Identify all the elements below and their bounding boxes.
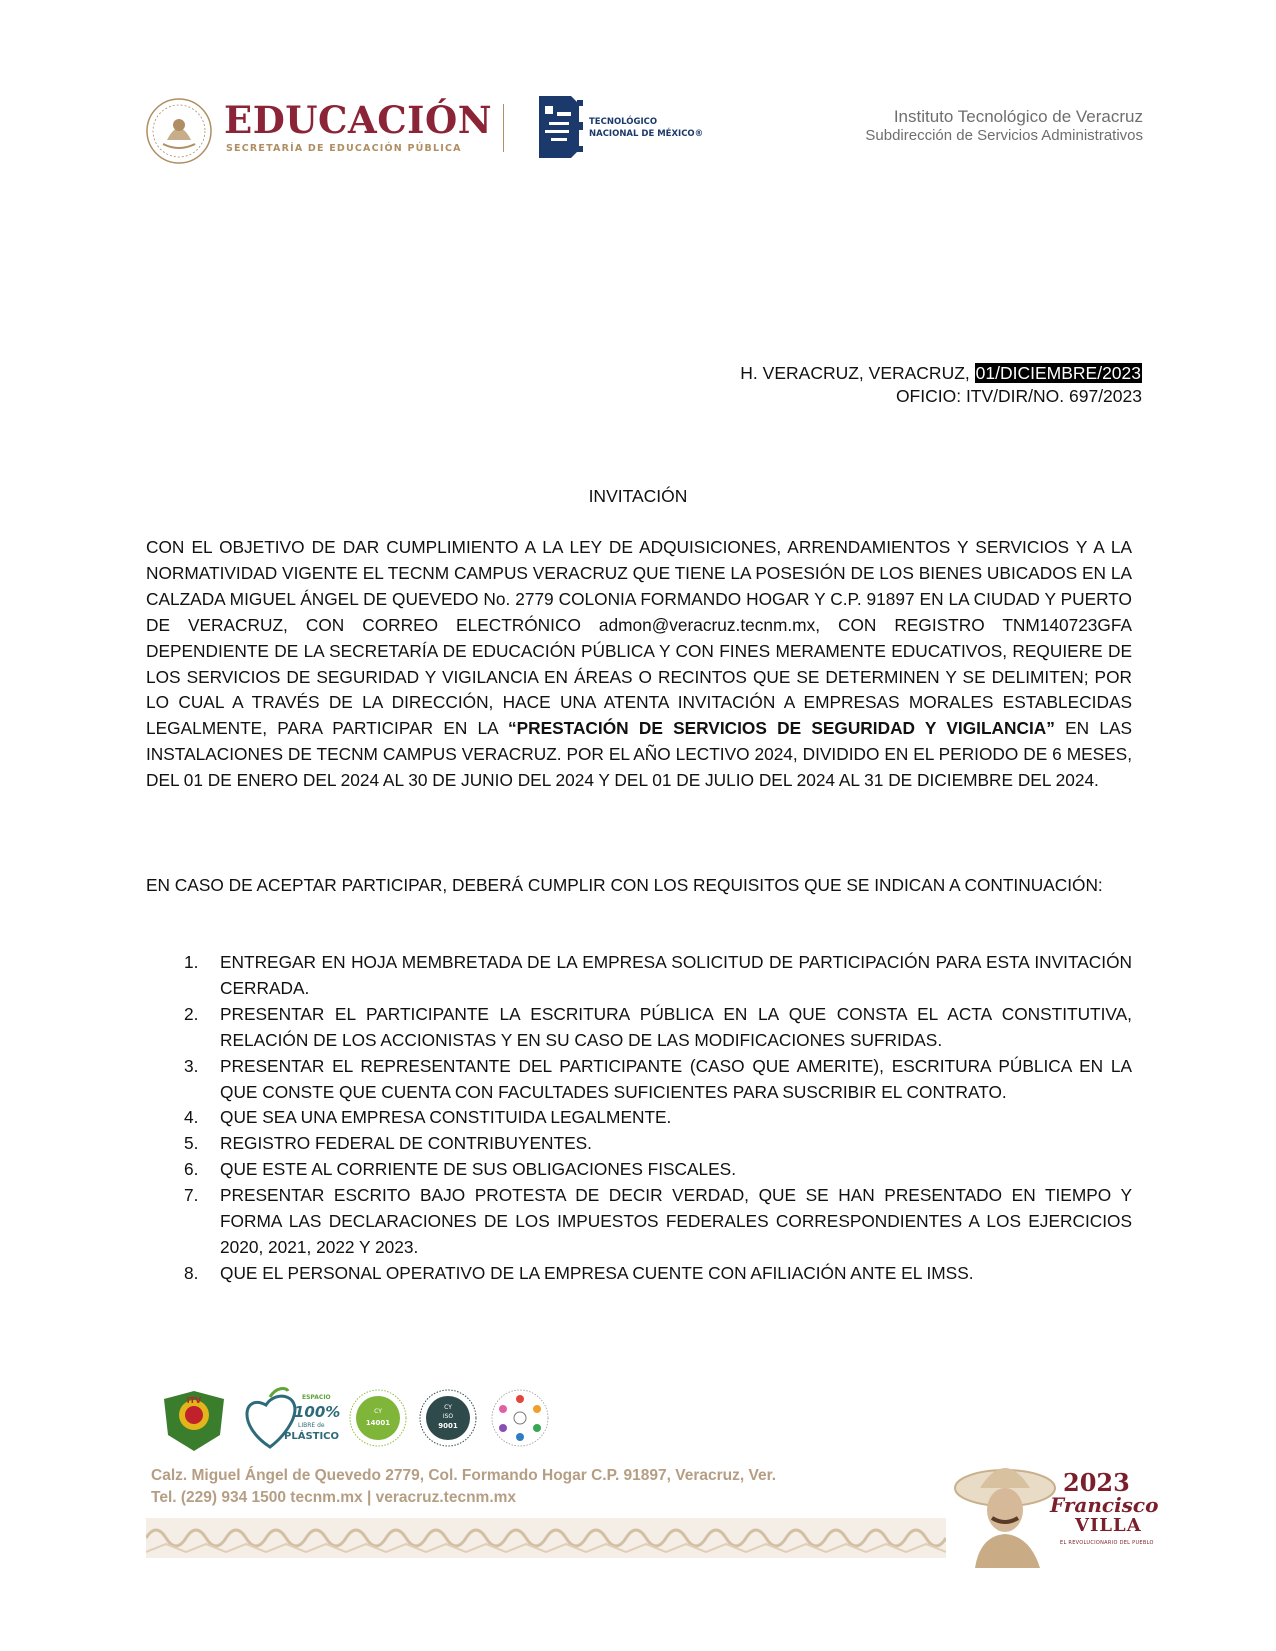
list-item-number: 2. (184, 1003, 199, 1024)
tecnm-line-1: TECNOLÓGICO (589, 117, 658, 127)
svg-text:LIBRE de: LIBRE de (298, 1422, 325, 1429)
list-item (146, 1131, 1132, 1157)
year-name-francisco: Francisco (1050, 1493, 1159, 1517)
list-item-text: ENTREGAR EN HOJA MEMBRETADA DE LA EMPRESA SOLICITUD DE PARTICIPACIÓN PARA ESTA INVITACIÓN CERRADA. (220, 952, 1132, 998)
year-2023: 2023 (1063, 1468, 1130, 1497)
list-item (146, 950, 1132, 1002)
list-item (146, 1054, 1132, 1106)
list-item-number: 4. (184, 1107, 199, 1128)
list-item-text: PRESENTAR EL REPRESENTANTE DEL PARTICIPANTE (CASO QUE AMERITE), ESCRITURA PÚBLICA EN LA QUE CONSTE QUE CUENTA CON FACULTADES SUFICIENTES PARA SUSCRIBIR EL CONTRATO. (220, 1055, 1132, 1102)
svg-text:CY: CY (444, 1404, 452, 1411)
list-item-text: PRESENTAR EL PARTICIPANTE LA ESCRITURA PÚBLICA EN LA QUE CONSTA EL ACTA CONSTITUTIVA, RELACIÓN DE LOS ACCIONISTAS Y EN SU CASO DE LAS MODIFICACIONES SUFRIDAS. (220, 1003, 1132, 1050)
svg-text:9001: 9001 (438, 1422, 458, 1430)
list-item-number: 5. (184, 1133, 199, 1154)
svg-text:ITV: ITV (186, 1396, 202, 1405)
oficio-number: OFICIO: ITV/DIR/NO. 697/2023 (895, 386, 1142, 406)
place: H. VERACRUZ, VERACRUZ, (740, 363, 970, 383)
year-motto: EL REVOLUCIONARIO DEL PUEBLO (1060, 1540, 1154, 1546)
certification-logos (160, 1385, 560, 1455)
educacion-logo-title: EDUCACIÓN (224, 98, 493, 142)
year-name-villa: VILLA (1075, 1515, 1142, 1536)
list-item-number: 8. (184, 1262, 199, 1283)
requirements-intro-paragraph: EN CASO DE ACEPTAR PARTICIPAR, DEBERÁ CUMPLIR CON LOS REQUISITOS QUE SE INDICAN A CONTINUACIÓN: (146, 875, 1103, 895)
paragraph-text-before: CON EL OBJETIVO DE DAR CUMPLIMIENTO A LA LEY DE ADQUISICIONES, ARRENDAMIENTOS Y SERVICIOS Y A LA NORMATIVIDAD VIGENTE EL TECNM CAMPUS VERACRUZ QUE TIENE LA POSESIÓN DE LOS BIENES UBICADOS EN LA CALZADA MIGUEL ÁNGEL DE QUEVEDO No. 2779 COLONIA FORMANDO HOGAR Y C.P. 91897 EN LA CIUDAD Y PUERTO DE VERACRUZ, CON CORREO ELECTRÓNICO admon@veracruz.tecnm.mx, CON REGISTRO TNM140723GFA DEPENDIENTE DE LA SECRETARÍA DE EDUCACIÓN PÚBLICA Y CON FINES MERAMENTE EDUCATIVOS, REQUIERE DE LOS SERVICIOS DE SEGURIDAD Y VIGILANCIA EN ÁREAS O RECINTOS QUE SE DETERMINEN Y SE DELIMITEN; POR LO CUAL A TRAVÉS DE LA DIRECCIÓN, HACE UNA ATENTA INVITACIÓN A EMPRESAS MORALES ESTABLECIDAS LEGALMENTE, PARA PARTICIPAR EN LA (146, 537, 1132, 739)
list-item (146, 1105, 1132, 1131)
list-item-text: QUE ESTE AL CORRIENTE DE SUS OBLIGACIONES FISCALES. (220, 1159, 737, 1180)
institute-department: Subdirección de Servicios Administrativos (865, 127, 1143, 144)
svg-text:CY: CY (374, 1408, 382, 1415)
itv-shield-logo (164, 1391, 224, 1451)
list-item-text: REGISTRO FEDERAL DE CONTRIBUYENTES. (220, 1133, 592, 1154)
list-item-number: 6. (184, 1159, 199, 1180)
svg-text:100%: 100% (294, 1403, 341, 1421)
list-item (146, 1002, 1132, 1054)
header-divider (503, 104, 504, 152)
list-item-number: 3. (184, 1055, 199, 1076)
footer-address: Calz. Miguel Ángel de Quevedo 2779, Col. Formando Hogar C.P. 91897, Veracruz, Ver. (151, 1467, 777, 1484)
iso-14001-badge (350, 1390, 406, 1446)
footer-phone-web: Tel. (229) 934 1500 tecnm.mx | veracruz.tecnm.mx (151, 1489, 517, 1506)
tecnm-gear-logo (531, 92, 583, 162)
list-item (146, 1157, 1132, 1183)
svg-text:PLÁSTICO: PLÁSTICO (284, 1431, 340, 1442)
list-item (146, 1261, 1132, 1287)
list-item-text: QUE EL PERSONAL OPERATIVO DE LA EMPRESA CUENTE CON AFILIACIÓN ANTE EL IMSS. (220, 1262, 974, 1283)
list-item-number: 1. (184, 952, 199, 972)
mexico-coat-of-arms-seal (145, 96, 213, 166)
svg-text:14001: 14001 (365, 1419, 391, 1427)
list-item (146, 1183, 1132, 1261)
place-date-line (740, 362, 1142, 385)
svg-text:ESPACIO: ESPACIO (302, 1394, 331, 1401)
decorative-pattern-band (146, 1518, 946, 1558)
tecnm-line-2: NACIONAL DE MÉXICO® (589, 129, 704, 139)
tecnm-logo-text (589, 116, 703, 140)
svg-text:ISO: ISO (442, 1413, 454, 1420)
letter-date: 01/DICIEMBRE/2023 (975, 363, 1141, 383)
footer-contact (151, 1465, 776, 1509)
letter-title: INVITACIÓN (588, 486, 688, 506)
equality-people-logo (492, 1390, 548, 1446)
requirements-list (146, 950, 1132, 1287)
iso-9001-badge (420, 1390, 476, 1446)
list-item-number: 7. (184, 1185, 199, 1206)
invitation-paragraph (146, 535, 1132, 794)
institute-name: Instituto Tecnológico de Veracruz (893, 107, 1143, 126)
plastic-free-logo (247, 1389, 340, 1447)
service-name: “PRESTACIÓN DE SERVICIOS DE SEGURIDAD Y VIGILANCIA” (507, 718, 1055, 739)
paragraph-text-after: EN LAS INSTALACIONES DE TECNM CAMPUS VERACRUZ. POR EL AÑO LECTIVO 2024, DIVIDIDO EN EL PERIODO DE 6 MESES, DEL 01 DE ENERO DEL 2024 AL 30 DE JUNIO DEL 2024 Y DEL 01 DE JULIO DEL 2024 AL 31 DE DICIEMBRE DEL 2024. (146, 718, 1132, 791)
list-item-text: QUE SEA UNA EMPRESA CONSTITUIDA LEGALMENTE. (220, 1107, 672, 1128)
educacion-logo-subtitle: SECRETARÍA DE EDUCACIÓN PÚBLICA (226, 143, 462, 154)
list-item-text: PRESENTAR ESCRITO BAJO PROTESTA DE DECIR VERDAD, QUE SE HAN PRESENTADO EN TIEMPO Y FORMA LAS DECLARACIONES DE LOS IMPUESTOS FEDERALES CORRESPONDIENTES A LOS EJERCICIOS 2020, 2021, 2022 Y 2023. (220, 1185, 1132, 1257)
institute-heading (865, 106, 1143, 145)
letter-place-date-block (740, 362, 1142, 408)
